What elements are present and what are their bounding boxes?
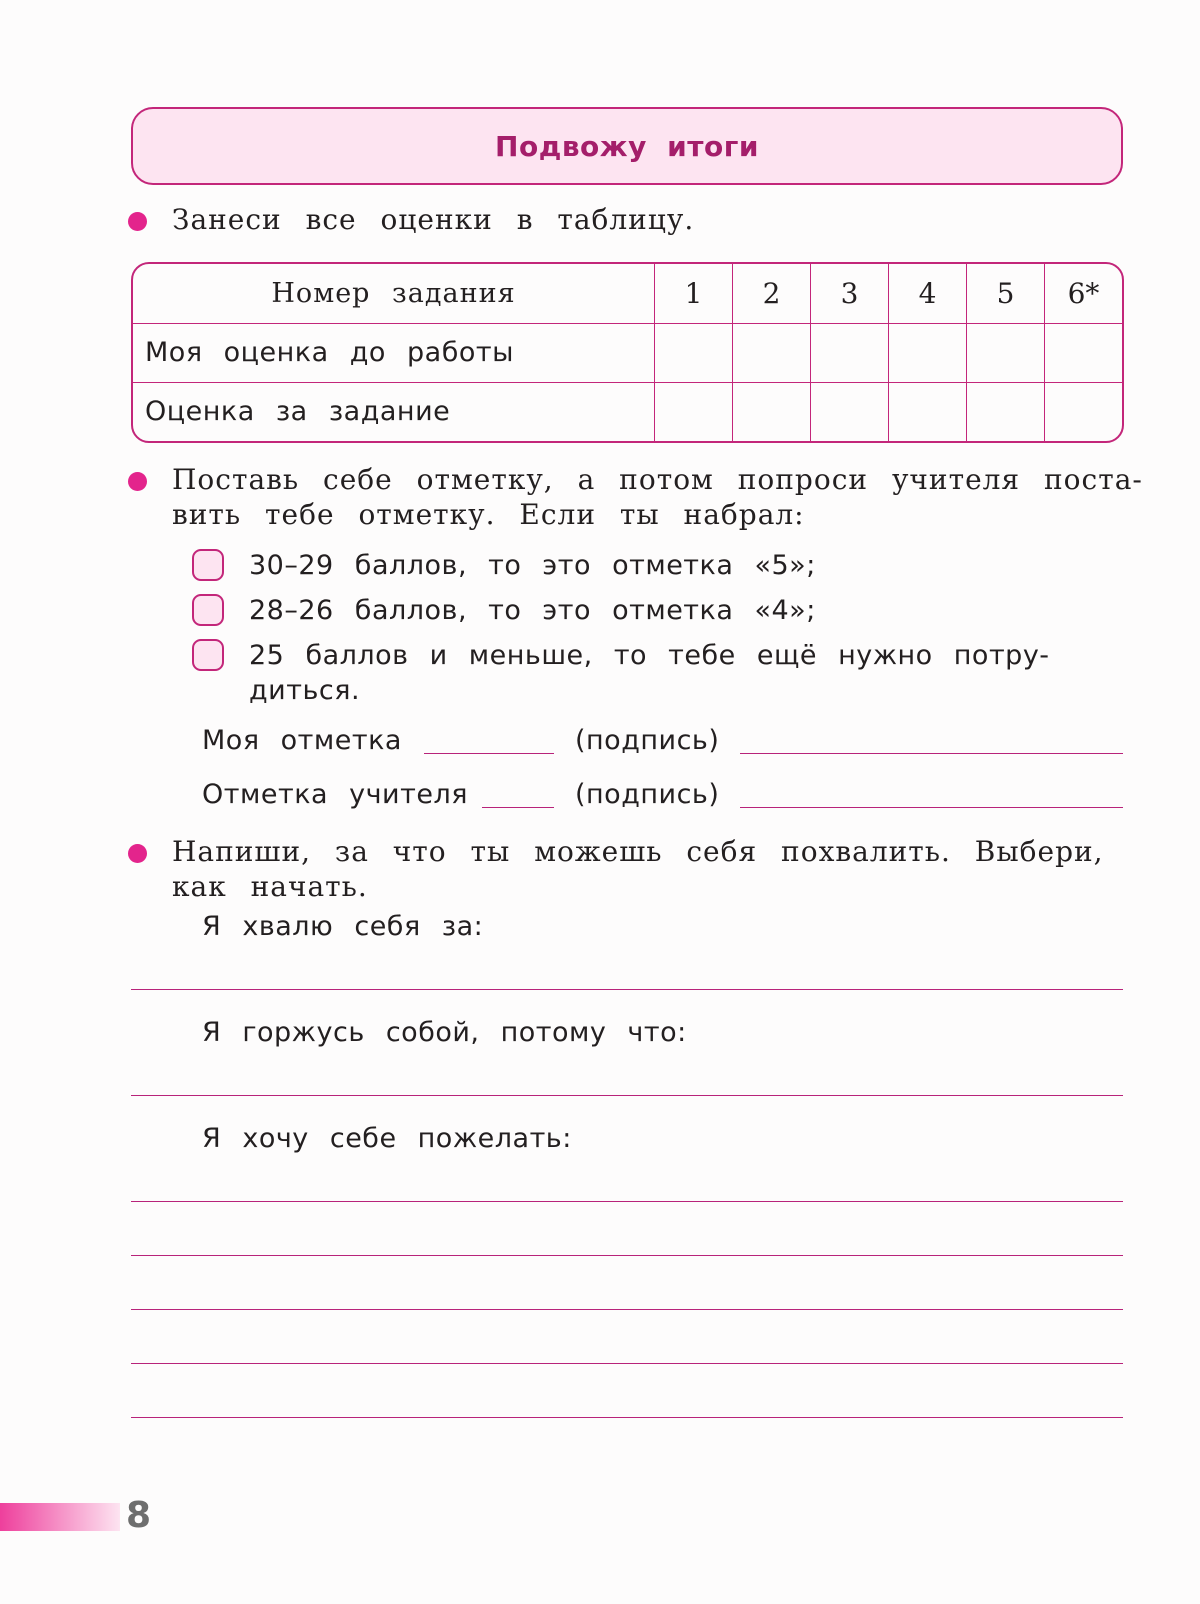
bullet-icon: [128, 212, 147, 231]
teacher-signature-field[interactable]: [740, 807, 1123, 808]
answer-line[interactable]: [131, 1255, 1123, 1256]
prompt-praise: Я хвалю себя за:: [202, 911, 484, 942]
grade-cell[interactable]: [655, 324, 733, 382]
section-title: Подвожу итоги: [495, 129, 759, 163]
my-mark-field[interactable]: [424, 753, 554, 754]
teacher-mark-label: Отметка учителя: [202, 779, 468, 810]
grade-cell[interactable]: [655, 383, 733, 441]
table-header-label: Номер задания: [133, 264, 655, 324]
signature-label: (подпись): [575, 725, 720, 756]
table-col-6: 6*: [1045, 264, 1122, 324]
checkbox-grade-5[interactable]: [192, 549, 224, 581]
grades-table: [131, 262, 1124, 443]
grade-cell[interactable]: [733, 324, 811, 382]
prompt-wish: Я хочу себе пожелать:: [202, 1123, 572, 1154]
table-col-3: 3: [811, 264, 889, 324]
task2-line2: вить тебе отметку. Если ты набрал:: [172, 498, 805, 531]
page-number: 8: [126, 1495, 152, 1536]
answer-line[interactable]: [131, 1201, 1123, 1202]
bullet-icon: [128, 472, 147, 491]
option-grade-5: 30–29 баллов, то это отметка «5»;: [249, 550, 816, 581]
task1-text: Занеси все оценки в таблицу.: [172, 203, 695, 236]
answer-line[interactable]: [131, 989, 1123, 990]
my-mark-label: Моя отметка: [202, 725, 402, 756]
bullet-icon: [128, 844, 147, 863]
task2-line1: Поставь себе отметку, а потом попроси учителя поста-: [172, 463, 1143, 496]
answer-line[interactable]: [131, 1309, 1123, 1310]
table-col-4: 4: [889, 264, 967, 324]
teacher-mark-field[interactable]: [482, 807, 554, 808]
grade-cell[interactable]: [811, 383, 889, 441]
answer-line[interactable]: [131, 1363, 1123, 1364]
answer-line[interactable]: [131, 1095, 1123, 1096]
table-row-label: Моя оценка до работы: [133, 324, 655, 382]
grade-cell[interactable]: [967, 324, 1045, 382]
table-col-2: 2: [733, 264, 811, 324]
grade-cell[interactable]: [733, 383, 811, 441]
grade-cell[interactable]: [811, 324, 889, 382]
table-row-label: Оценка за задание: [133, 383, 655, 441]
prompt-proud: Я горжусь собой, потому что:: [202, 1017, 687, 1048]
option-grade-4: 28–26 баллов, то это отметка «4»;: [249, 595, 816, 626]
task3-line2: как начать.: [172, 870, 368, 903]
grade-cell[interactable]: [1045, 324, 1122, 382]
answer-line[interactable]: [131, 1417, 1123, 1418]
table-col-5: 5: [967, 264, 1045, 324]
grade-cell[interactable]: [889, 324, 967, 382]
my-signature-field[interactable]: [740, 753, 1123, 754]
page-tab-gradient: [0, 1503, 120, 1531]
grade-cell[interactable]: [889, 383, 967, 441]
checkbox-grade-low[interactable]: [192, 639, 224, 671]
signature-label: (подпись): [575, 779, 720, 810]
grade-cell[interactable]: [967, 383, 1045, 441]
section-header: [131, 107, 1123, 185]
table-col-1: 1: [655, 264, 733, 324]
grade-cell[interactable]: [1045, 383, 1122, 441]
checkbox-grade-4[interactable]: [192, 594, 224, 626]
option-grade-low-cont: диться.: [249, 675, 361, 706]
task3-line1: Напиши, за что ты можешь себя похвалить. Выбери,: [172, 835, 1104, 868]
option-grade-low: 25 баллов и меньше, то тебе ещё нужно потру-: [249, 640, 1050, 671]
